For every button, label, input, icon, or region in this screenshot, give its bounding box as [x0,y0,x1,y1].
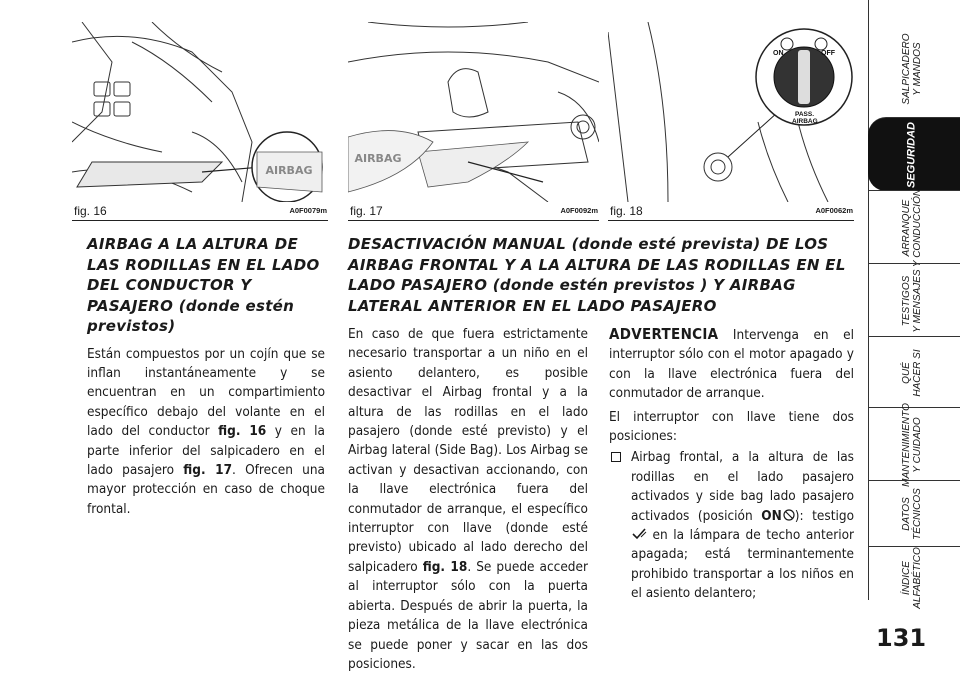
bullet-on-position: Airbag frontal, a la altura de las rodillas en el lado pasajero activados y side bag lado pasajero activados (posición ON ): testigo en la lámpara de techo anterior apagada; está terminantemente prohibido transportar a los niños en el asiento delantero; [609,448,854,603]
bullet-box-icon [611,452,621,462]
figure-18-illustration [608,22,854,202]
deactivation-middle-column [348,325,588,674]
figure-16-badge: AIRBAG [265,164,313,177]
figure-18 [608,22,854,221]
airbag-on-symbol-icon [783,509,795,521]
tab-que-hacer[interactable]: QUÉ HACER SI [868,336,960,408]
switch-pass-label: PASS. [795,111,815,118]
fig-16-ref: fig. 16 [218,423,267,440]
figure-17-badge: AIRBAG [354,152,402,165]
deactivation-right-column [609,325,854,604]
figure-17-code: A0F0092m [560,206,598,215]
figure-16-code: A0F0079m [289,206,327,215]
knee-airbag-paragraph: Están compuestos por un cojín que se inflan instantáneamente y se encuentran en un compartimiento específico debajo del volante en el lado del conductor fig. 16 y en la parte inferior del salpicadero en el lado pasajero fig. 17. Ofrecen una mayor protección en caso de choque frontal. [87,345,325,517]
tab-mantenimiento[interactable]: MANTENIMIENTO Y CUIDADO [868,407,960,481]
section-deactivation-heading [348,234,854,316]
chapter-tabs [868,0,960,692]
switch-off-label: OFF [821,50,835,57]
figure-18-code: A0F0062m [815,206,853,215]
tab-salpicadero[interactable]: SALPICADERO Y MANDOS [901,32,923,105]
figure-17 [348,22,599,221]
figure-17-label: fig. 17 [350,204,383,218]
figure-18-label: fig. 18 [610,204,643,218]
switch-airbag-label: AIRBAG [792,118,818,125]
fig-18-ref: fig. 18 [422,558,468,575]
airbag-warning-light-icon [631,527,647,540]
tab-seguridad[interactable]: SEGURIDAD [868,117,960,191]
figure-16-label: fig. 16 [74,204,107,218]
warning-paragraph: ADVERTENCIA Intervenga en el interruptor sólo con el motor apagado y con la llave electrónica fuera del conmutador de arranque. [609,325,854,402]
section-knee-airbag [87,234,325,519]
deactivation-heading: DESACTIVACIÓN MANUAL (donde esté prevista) DE LOS AIRBAG FRONTAL Y A LA ALTURA DE LAS RODILLAS EN EL LADO PASAJERO (donde estén previstos ) Y AIRBAG LATERAL ANTERIOR EN EL LADO PASAJERO [348,235,846,315]
switch-on-label: ON [773,50,784,57]
on-position-label: ON [761,507,782,524]
figure-16-illustration [72,22,328,202]
warning-label: ADVERTENCIA [609,325,719,343]
tab-datos[interactable]: DATOS TÉCNICOS [868,480,960,547]
figure-16 [72,22,328,221]
tab-indice[interactable]: ÍNDICE ALFABÉTICO [868,546,960,609]
deactivation-paragraph: En caso de que fuera estrictamente necesario transportar a un niño en el asiento delantero, es posible desactivar el Airbag frontal y a la altura de las rodillas en el lado pasajero (donde esté previsto) y el Airbag lateral (Side Bag). Los Airbag se activan y desactivan accionando, con la llave electrónica fuera del conmutador de arranque, el específico interruptor con llave (donde esté previsto) ubicado al lado derecho del salpicadero fig. 18. Se puede acceder al interruptor sólo con la puerta abierta. Después de abrir la puerta, la pieza metálica de la llave electrónica se puede poner y sacar en las dos posiciones. [348,326,588,672]
fig-17-ref: fig. 17 [183,461,233,478]
switch-positions-paragraph: El interruptor con llave tiene dos posiciones: [609,408,854,445]
knee-airbag-heading: AIRBAG A LA ALTURA DE LAS RODILLAS EN EL LADO DEL CONDUCTOR Y PASAJERO (donde estén previstos) [87,235,320,335]
tab-testigos[interactable]: TESTIGOS Y MENSAJES [868,263,960,337]
page-number: 131 [876,624,927,652]
figure-17-illustration [348,22,599,202]
tab-arranque[interactable]: ARRANQUE Y CONDUCCIÓN [868,190,960,264]
